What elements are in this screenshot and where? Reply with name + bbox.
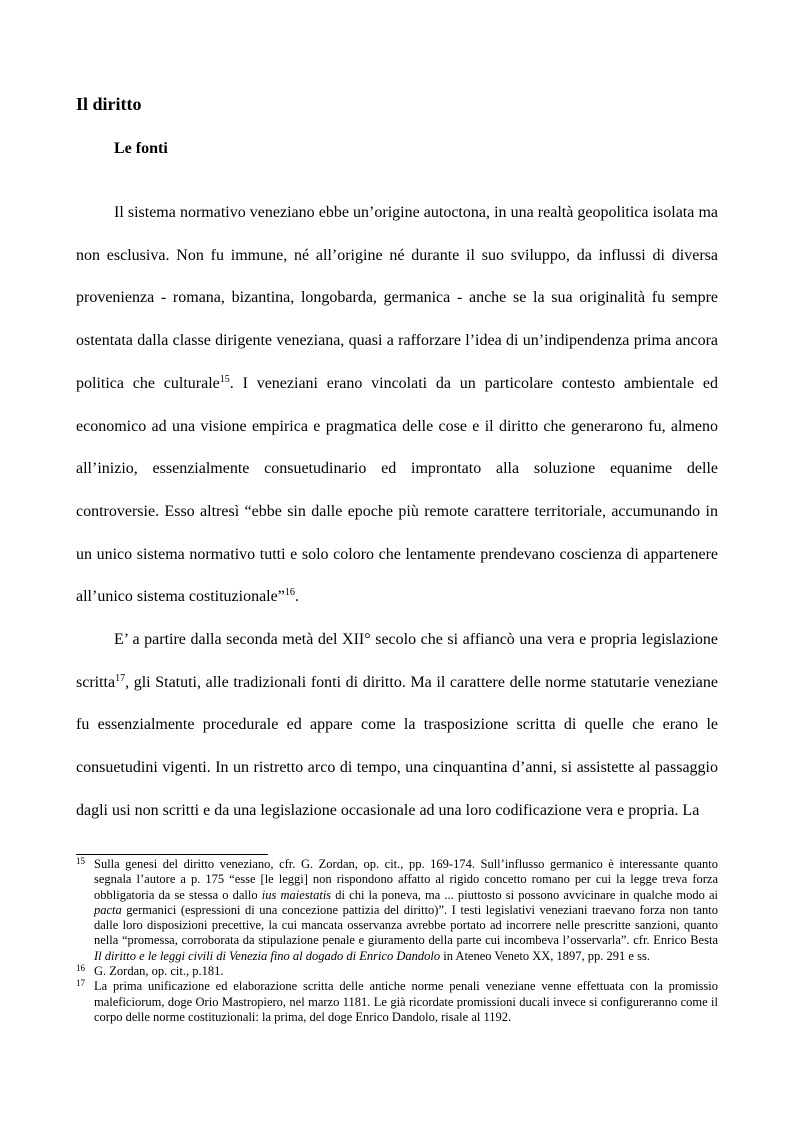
footnote-15 (76, 857, 718, 964)
footnote-number: 15 (76, 856, 85, 866)
paragraph-1 (76, 192, 718, 619)
section-heading: Il diritto (76, 94, 142, 114)
footnote-15-italic-3: Il diritto e le leggi civili di Venezia fino al dogado di Enrico Dandolo (94, 948, 441, 963)
footnote-text: La prima unificazione ed elaborazione scritta delle antiche norme penali veneziane venne effettuata con la promissio maleficiorum, doge Orio Mastropiero, nel marzo 1181. Le già ricordate promissioni ducali invece si configureranno come il corpo delle norme costituzionali: la prima, del doge Enrico Dandolo, risale al 1192. (94, 979, 718, 1024)
footnote-15-italic-2: pacta (94, 902, 122, 917)
footnote-ref-16[interactable]: 16 (284, 587, 295, 599)
footnote-ref-17[interactable]: 17 (115, 672, 126, 684)
paragraph-2-text-b: , gli Statuti, alle tradizionali fonti di diritto. Ma il carattere delle norme statutarie veneziane fu essenzialmente procedurale ed appare come la trasposizione scritta di quelle che erano le consuetudini vigenti. In un ristretto arco di tempo, una cinquantina d’anni, si assistette al passaggio dagli usi non scritti e da una legislazione occasionale ad una loro codificazione vera e propria. La (76, 673, 718, 819)
footnote-15-text-1: Sulla genesi del diritto veneziano, cfr. G. Zordan, op. cit., pp. 169-174. Sull’influsso germanico è interessante quanto segnala l’autore a p. 175 “esse [le leggi] non rispondono affatto al rigido concetto romano per cui la legge treva forza obbligatoria da se stessa o dallo (94, 857, 718, 902)
footnote-16 (76, 964, 718, 979)
body-text (76, 192, 718, 833)
paragraph-2-text-a: E’ a partire dalla seconda metà del XII° secolo che si affiancò una vera e propria legislazione scritta (76, 631, 718, 691)
footnote-text: G. Zordan, op. cit., p.181. (94, 964, 224, 979)
footnote-15-text-2: di chi la poneva, ma ... piuttosto si possono avvicinare in qualche modo ai (331, 887, 718, 902)
paragraph-1-text-b: . I veneziani erano vincolati da un particolare contesto ambientale ed economico ad una visione empirica e pragmatica delle cose e il diritto che generarono fu, almeno all’inizio, essenzialmente consuetudinario ed improntato alla soluzione equanime delle controversie. Esso altresì “ebbe sin dalle epoche più remote carattere territoriale, accumunando in un unico sistema normativo tutti e solo coloro che lentamente prendevano coscienza di appartenere all’unico sistema costituzionale” (76, 374, 719, 606)
paragraph-1-text-c: . (294, 588, 299, 606)
footnote-15-text-3: germanici (espressioni di una concezione pattizia del diritto)”. I testi legislativi veneziani traevano forza non tanto dalle loro disposizioni precettive, la cui mancata osservanza avrebbe portato ad incorrere nelle prescritte sanzioni, quanto nella “promessa, corroborata da stipulazione penale e giuramento della parte cui incombeva l’osservarla”. cfr. Enrico Besta (94, 902, 718, 948)
subsection-heading: Le fonti (114, 140, 168, 157)
footnote-number: 16 (76, 963, 85, 974)
footnote-15-text-4: in Ateneo Veneto XX, 1897, pp. 291 e ss. (440, 948, 650, 963)
footnote-number: 17 (76, 978, 85, 989)
paragraph-2 (76, 619, 718, 833)
footnote-text (94, 857, 718, 964)
paragraph-1-text-a: Il sistema normativo veneziano ebbe un’origine autoctona, in una realtà geopolitica isolata ma non esclusiva. Non fu immune, né all’origine né durante il suo sviluppo, da influssi di diversa provenienza - romana, bizantina, longobarda, germanica - anche se la sua originalità fu sempre ostentata dalla classe dirigente veneziana, quasi a rafforzare l’idea di un’indipendenza prima ancora politica che culturale (76, 204, 718, 392)
footnote-separator (76, 854, 268, 855)
footnote-17 (76, 979, 718, 1025)
footnote-15-italic-1: ius maiestatis (261, 887, 332, 902)
footnote-ref-15[interactable]: 15 (219, 373, 230, 385)
footnotes (76, 857, 718, 1025)
